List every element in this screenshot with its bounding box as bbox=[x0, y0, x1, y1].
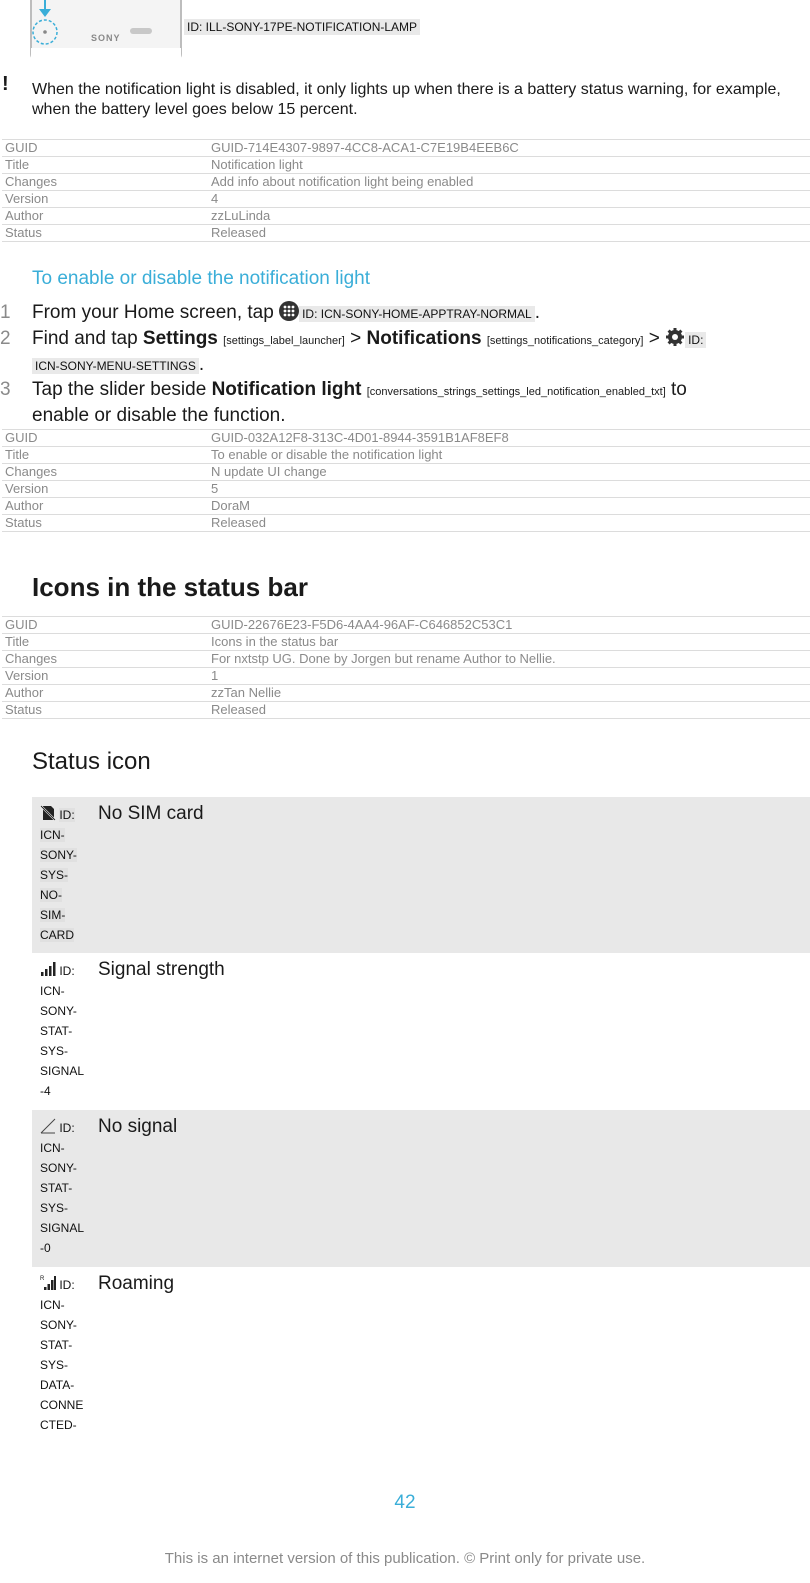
icon-id-text: ID: bbox=[59, 1278, 75, 1292]
icon-id-text: NO- bbox=[40, 888, 62, 902]
icon-id-text: CARD bbox=[40, 928, 75, 942]
status-icon-label: No SIM card bbox=[98, 803, 204, 824]
meta-key: GUID bbox=[2, 140, 208, 157]
resource-id: [conversations_strings_settings_led_notification_enabled_txt] bbox=[366, 386, 666, 398]
meta-value: Notification light bbox=[208, 157, 810, 174]
meta-value: Released bbox=[208, 515, 810, 532]
no-sim-icon bbox=[40, 805, 56, 821]
icon-id-text: SIM- bbox=[40, 908, 66, 922]
notification-lamp-illustration bbox=[28, 0, 184, 62]
meta-key: GUID bbox=[2, 617, 208, 634]
roaming-icon bbox=[40, 1275, 56, 1291]
no-signal-icon bbox=[40, 1118, 56, 1134]
step-text-end: . bbox=[198, 354, 205, 375]
table-row bbox=[2, 685, 810, 702]
table-row bbox=[2, 651, 810, 668]
meta-value: Icons in the status bar bbox=[208, 634, 810, 651]
meta-key: Changes bbox=[2, 651, 208, 668]
icon-cell bbox=[40, 1118, 86, 1258]
meta-key: Status bbox=[2, 515, 208, 532]
icon-id-text: ICN- bbox=[40, 1141, 65, 1155]
step-text: Tap the slider beside bbox=[32, 379, 207, 400]
gear-icon bbox=[665, 327, 685, 354]
notifications-ui-label: Notifications bbox=[366, 328, 482, 349]
icon-id-text: SONY- bbox=[40, 1318, 77, 1332]
step-3 bbox=[32, 377, 810, 405]
icon-id-text: STAT- bbox=[40, 1181, 73, 1195]
step-number: 1 bbox=[0, 302, 11, 323]
icon-id-text: STAT- bbox=[40, 1338, 73, 1352]
separator: > bbox=[648, 328, 660, 349]
icon-cell bbox=[40, 805, 86, 945]
meta-key: Status bbox=[2, 225, 208, 242]
notification-light-ui-label: Notification light bbox=[211, 379, 362, 400]
icon-id-text: SONY- bbox=[40, 1161, 77, 1175]
warning-icon: ! bbox=[2, 73, 9, 95]
meta-value: Released bbox=[208, 225, 810, 242]
meta-key: Author bbox=[2, 498, 208, 515]
step-text-end: . bbox=[534, 302, 540, 323]
meta-key: Author bbox=[2, 208, 208, 225]
table-row bbox=[2, 157, 810, 174]
table-row bbox=[2, 515, 810, 532]
illustration-id: ID: ILL-SONY-17PE-NOTIFICATION-LAMP bbox=[184, 19, 420, 35]
step-2 bbox=[32, 326, 810, 354]
table-row bbox=[2, 191, 810, 208]
meta-key: GUID bbox=[2, 430, 208, 447]
icon-id-text: DATA- bbox=[40, 1378, 75, 1392]
footer-text: This is an internet version of this publication. © Print only for private use. bbox=[164, 1550, 646, 1567]
icon-id-text: CONNE bbox=[40, 1398, 84, 1412]
phone-illustration bbox=[28, 0, 184, 62]
icon-id-text: SYS- bbox=[40, 1358, 69, 1372]
step-3-cont: enable or disable the function. bbox=[32, 405, 286, 426]
step-number: 2 bbox=[0, 328, 11, 349]
icon-cell bbox=[40, 1275, 86, 1435]
icon-id-text: SYS- bbox=[40, 868, 69, 882]
icon-id-text: SONY- bbox=[40, 848, 77, 862]
meta-value: DoraM bbox=[208, 498, 810, 515]
table-row bbox=[2, 498, 810, 515]
table-row bbox=[2, 174, 810, 191]
table-row bbox=[2, 464, 810, 481]
illustration-brand: SONY bbox=[91, 33, 121, 43]
resource-id: [settings_label_launcher] bbox=[223, 335, 345, 347]
meta-key: Version bbox=[2, 191, 208, 208]
meta-key: Status bbox=[2, 702, 208, 719]
table-row bbox=[2, 208, 810, 225]
meta-key: Changes bbox=[2, 174, 208, 191]
meta-value: 1 bbox=[208, 668, 810, 685]
icon-id-text: SYS- bbox=[40, 1044, 69, 1058]
status-icon-label: Roaming bbox=[98, 1273, 175, 1294]
icon-id-text: -4 bbox=[40, 1084, 51, 1098]
meta-table-2 bbox=[2, 429, 810, 532]
table-row bbox=[2, 481, 810, 498]
status-icon-row bbox=[32, 1110, 810, 1267]
icon-cell bbox=[40, 961, 86, 1101]
icon-id-text: ID: bbox=[59, 808, 75, 822]
icon-id-label: ID: bbox=[685, 332, 706, 348]
table-row bbox=[2, 140, 810, 157]
table-row bbox=[2, 430, 810, 447]
meta-value: zzLuLinda bbox=[208, 208, 810, 225]
step-text: to bbox=[671, 379, 687, 400]
status-icon-label: Signal strength bbox=[98, 959, 225, 980]
icon-id-label: ID: ICN-SONY-HOME-APPTRAY-NORMAL bbox=[299, 306, 535, 322]
meta-key: Title bbox=[2, 447, 208, 464]
icon-id-text: ICN- bbox=[40, 828, 65, 842]
icon-id-text: ID: bbox=[59, 1121, 75, 1135]
table-row bbox=[2, 617, 810, 634]
meta-value: GUID-714E4307-9897-4CC8-ACA1-C7E19B4EEB6C bbox=[208, 140, 810, 157]
icon-id-text: CTED- bbox=[40, 1418, 77, 1432]
step-text: From your Home screen, tap bbox=[32, 302, 274, 323]
meta-value: To enable or disable the notification light bbox=[208, 447, 810, 464]
icon-id-text: ICN- bbox=[40, 984, 65, 998]
table-row bbox=[2, 668, 810, 685]
meta-value: Released bbox=[208, 702, 810, 719]
meta-value: GUID-032A12F8-313C-4D01-8944-3591B1AF8EF8 bbox=[208, 430, 810, 447]
icon-id-text: SIGNAL bbox=[40, 1221, 85, 1235]
step-2-cont bbox=[32, 352, 810, 379]
meta-key: Version bbox=[2, 481, 208, 498]
icon-id-text: SIGNAL bbox=[40, 1064, 85, 1078]
meta-key: Title bbox=[2, 157, 208, 174]
icon-id-text: STAT- bbox=[40, 1024, 73, 1038]
meta-key: Changes bbox=[2, 464, 208, 481]
step-number: 3 bbox=[0, 379, 11, 400]
icon-id-text: SONY- bbox=[40, 1004, 77, 1018]
meta-value: 5 bbox=[208, 481, 810, 498]
meta-key: Author bbox=[2, 685, 208, 702]
table-row bbox=[2, 702, 810, 719]
status-icon-label: No signal bbox=[98, 1116, 178, 1137]
meta-value: N update UI change bbox=[208, 464, 810, 481]
status-icon-row bbox=[32, 797, 810, 953]
meta-key: Title bbox=[2, 634, 208, 651]
table-row bbox=[2, 225, 810, 242]
meta-value: 4 bbox=[208, 191, 810, 208]
subsection-heading: Status icon bbox=[32, 748, 151, 775]
meta-key: Version bbox=[2, 668, 208, 685]
icon-id-text: -0 bbox=[40, 1241, 51, 1255]
icon-id-text: SYS- bbox=[40, 1201, 69, 1215]
note-text: When the notification light is disabled, it only lights up when there is a battery status warning, for example, when the battery level goes below 15 percent. bbox=[32, 81, 781, 118]
status-icon-row bbox=[32, 1267, 810, 1447]
table-row bbox=[2, 634, 810, 651]
meta-table-1 bbox=[2, 139, 810, 242]
separator: > bbox=[350, 328, 362, 349]
procedure-heading: To enable or disable the notification light bbox=[32, 268, 371, 289]
apptray-icon bbox=[279, 301, 299, 321]
section-heading: Icons in the status bar bbox=[32, 572, 308, 602]
settings-ui-label: Settings bbox=[142, 328, 218, 349]
status-icon-row bbox=[32, 953, 810, 1110]
icon-id-text: ICN- bbox=[40, 1298, 65, 1312]
svg-text:R: R bbox=[40, 1276, 45, 1282]
table-row bbox=[2, 447, 810, 464]
step-text: Find and tap bbox=[32, 328, 138, 349]
meta-table-3 bbox=[2, 616, 810, 719]
step-1 bbox=[32, 300, 810, 327]
meta-value: Add info about notification light being enabled bbox=[208, 174, 810, 191]
page-number: 42 bbox=[394, 1492, 416, 1513]
icon-id-label: ICN-SONY-MENU-SETTINGS bbox=[32, 358, 199, 374]
icon-id-text: ID: bbox=[59, 964, 75, 978]
signal-4-icon bbox=[40, 961, 56, 977]
meta-value: For nxtstp UG. Done by Jorgen but rename Author to Nellie. bbox=[208, 651, 810, 668]
resource-id: [settings_notifications_category] bbox=[486, 335, 644, 347]
meta-value: zzTan Nellie bbox=[208, 685, 810, 702]
meta-value: GUID-22676E23-F5D6-4AA4-96AF-C646852C53C1 bbox=[208, 617, 810, 634]
